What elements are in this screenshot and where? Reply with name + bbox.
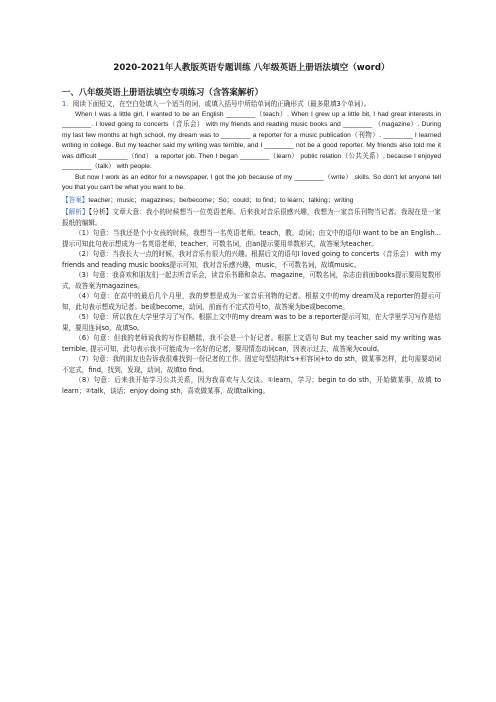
document-title: 2020-2021年人教版英语专题训练 八年级英语上册语法填空（word） [113, 63, 390, 73]
question-number: 1． [62, 100, 73, 108]
analysis-item-7: （7）句意：我的朋友也告诉我很难找到一份记者的工作。固定句型结构it's+形容词+to do sth，做某事怎样，此句需要动词不定式，find，找到，发现，动词，故填to find。 [62, 355, 441, 374]
answer-tag: 【答案】 [62, 195, 89, 204]
analysis-item-2: （2）句意：当我长大一点的时候，我对音乐有很大的兴趣。根据后文的语句I loved going to concerts（音乐会） with my friends and reading music books提示可知，我对音乐感兴趣，music，不可数名词，故填music。 [62, 250, 441, 269]
answer-text: teacher；music；magazines；be/become；So；could；to find；to learn；talking；writing [88, 196, 354, 204]
analysis-item-5: （5）句意：所以我在大学里学习了写作。根据上文中的my dream was to be a reporter提示可知，在大学里学习写作是结果，要用连词so，故填So。 [62, 313, 441, 332]
analysis-item-1: （1）句意：当我还是个小女孩的时候，我想当一名英语老师。teach，教，动词；由文中的语句I want to be an English...提示可知此句表示想成为一名英语老师，teacher，可数名词，由an提示要用单数形式，故答案为teacher。 [62, 229, 441, 248]
section-heading: 一、八年级英语上册语法填空专项练习（含答案解析） [62, 87, 263, 97]
question-instruction [62, 99, 441, 110]
analysis-item-3: （3）句意：我喜欢和朋友们一起去听音乐会，读音乐书籍和杂志。magazine，可数名词，杂志由前面books提示要用复数形式，故答案为magazines。 [62, 271, 441, 290]
analysis-summary [62, 207, 441, 228]
passage-paragraph-2: But now I work as an editor for a newspaper, I got the job because of my ________（write） skills. So don't let anyone tell you that you can't be what you want to be. [62, 173, 441, 191]
instruction-text: 阅读下面短文，在空白处填入一个适当的词，或填入括号中所给单词的正确形式（最多限填3个单词）。 [72, 100, 371, 108]
analysis-summary-text: 【分析】文章大意：我小的时候想当一位英语老师。后来我对音乐很感兴趣，我想为一家音乐刊物当记者。我现在是一家报纸的编辑。 [62, 208, 442, 227]
analysis-item-8: （8）句意：后来我开始学习公共关系，因为我喜欢与人交谈。①learn，学习；begin to do sth，开始做某事，故填 to learn；②talk，谈话；enjoy doing sth，喜欢做某事，故填talking。 [62, 376, 441, 395]
analysis-tag: 【解析】 [62, 208, 89, 216]
passage-paragraph-1: When I was a little girl, I wanted to be an English ________（teach）. When I grew up a little bit, I had great interests in ________. I loved going to concerts（音乐会） with my friends and reading music books and ________ （magazine）. During my last few months at high school, my dream was to ________ a reporter for a music publication（刊物）. ________ I learned writing in college. But my teacher said my writing was terrible, and I ________ not be a good reporter. My friends also told me it was difficult ________（find） a reporter job. Then I began ________（learn） public relation（公共关系）, because I enjoyed ________（talk） with people. [62, 110, 441, 170]
analysis-item-6: （6）句意：但我的老师说我的写作很糟糕，我不会是一个好记者。根据上文语句 But my teacher said my writing was terrible, 提示可知，此句表示我不可能成为一名好的记者，要用情态动词can，因表示过去，故答案为could。 [62, 334, 441, 353]
answer-block [62, 195, 441, 207]
analysis-item-4: （4）句意：在高中的最后几个月里，我的梦想是成为一家音乐刊物的记者。根据文中的my dream及a reporter的提示可知，此句表示想成为记者。be或become，动词，前面有不定式符号to，故答案为be或become。 [62, 292, 441, 311]
